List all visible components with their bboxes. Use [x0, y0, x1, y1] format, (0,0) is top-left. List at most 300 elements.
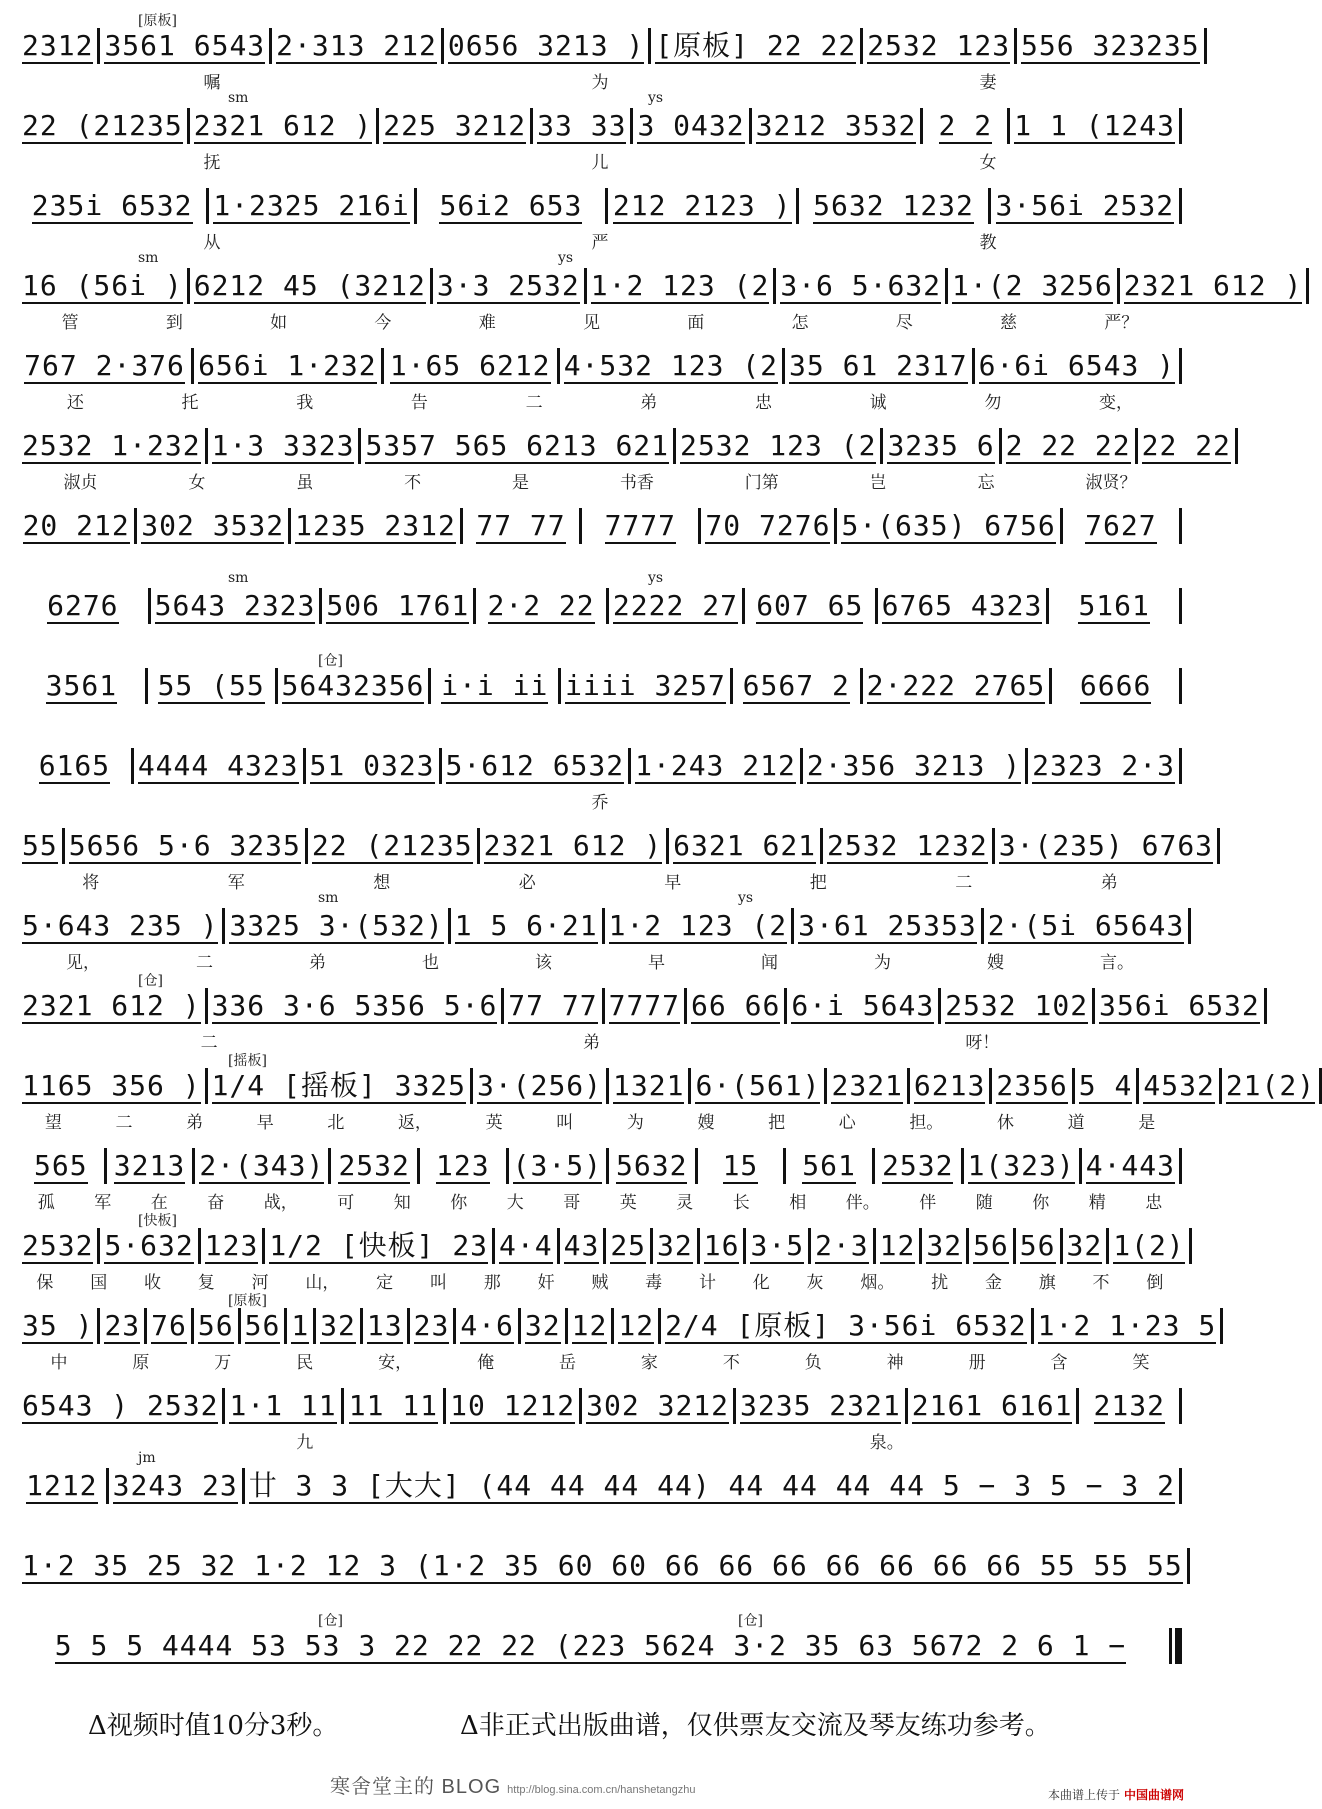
- lyric-word: 变，: [1099, 393, 1134, 413]
- measure: [701, 504, 834, 544]
- measure-notes: 3·(235) 6763: [998, 829, 1214, 862]
- measure: [1028, 744, 1179, 784]
- barline: [1179, 1468, 1182, 1504]
- barline: [1179, 668, 1182, 704]
- measure-notes: 3213: [113, 1149, 186, 1182]
- lyrics-line: [18, 1348, 1182, 1372]
- measure: [609, 1144, 695, 1184]
- measure-notes: 32: [524, 1309, 561, 1342]
- measure: [379, 104, 530, 144]
- lyric-word: 九: [296, 1433, 314, 1453]
- lyric-word: 英: [619, 1193, 637, 1213]
- lyrics-line: [18, 1668, 1182, 1692]
- lyrics-line: [18, 468, 1182, 492]
- lyric-word: 严？: [1104, 313, 1139, 333]
- measure: [201, 1224, 263, 1264]
- measure-notes: 556 323235: [1021, 29, 1200, 62]
- measure-notes: 356i 6532: [1099, 989, 1260, 1022]
- measure-notes: 302 3532: [141, 509, 285, 542]
- lyric-word: 如: [270, 313, 288, 333]
- lyric-word: 贼: [591, 1273, 609, 1293]
- lyric-word: 金: [984, 1273, 1002, 1293]
- lyrics-line: [18, 1588, 1182, 1612]
- lyric-word: 可: [337, 1193, 355, 1213]
- score-system: [18, 1534, 1182, 1618]
- measure: [1222, 1064, 1319, 1104]
- lyric-word: 定: [376, 1273, 394, 1293]
- measure: [1049, 584, 1179, 624]
- measure-notes: 5656 5·6 3235: [68, 829, 301, 862]
- measure: [922, 1224, 966, 1264]
- lyric-word: 相: [789, 1193, 807, 1213]
- measure: [669, 824, 820, 864]
- lyric-word: 册: [968, 1353, 986, 1373]
- measure-notes: 2·222 2765: [866, 669, 1046, 702]
- lyric-word: 河: [251, 1273, 269, 1293]
- measure: [420, 1144, 506, 1184]
- measure-notes: 1·1 11: [229, 1389, 337, 1422]
- lyric-word: 长: [732, 1193, 750, 1213]
- barline: [1264, 988, 1267, 1024]
- measure: [442, 744, 629, 784]
- measure-notes: 20 212: [22, 509, 130, 542]
- measure: [18, 744, 131, 784]
- measure-notes: 56i2 653: [439, 189, 583, 222]
- measure-notes: 3 0432: [637, 109, 745, 142]
- measure-notes: 22 (21235: [22, 109, 183, 142]
- lyric-word: 尽: [895, 313, 913, 333]
- measure: [883, 424, 998, 464]
- measure: [456, 1304, 518, 1344]
- measure: [504, 984, 601, 1024]
- lyrics-line: [18, 1428, 1182, 1452]
- upload-credit: [1048, 1786, 1184, 1803]
- lyric-word: 随: [975, 1193, 993, 1213]
- lyric-word: 家: [640, 1353, 658, 1373]
- lyric-word: 计: [698, 1273, 716, 1293]
- lyric-word: 也: [422, 953, 439, 973]
- lyric-word: 哥: [563, 1193, 581, 1213]
- lyrics-line: [18, 1188, 1182, 1212]
- measure-notes: 32: [320, 1309, 356, 1342]
- lyric-word: 为: [591, 73, 609, 93]
- lyric-word: 忠: [1145, 1193, 1163, 1213]
- notation-line: [18, 344, 1182, 384]
- disclaimer-note: Δ非正式出版曲谱，仅供票友交流及琴友练功参考。: [460, 1711, 1051, 1741]
- measure-notes: 2312: [22, 29, 94, 62]
- lyric-word: 安，: [378, 1353, 413, 1373]
- barline: [1179, 348, 1182, 384]
- measure: [190, 264, 430, 304]
- measure: [245, 1464, 1179, 1504]
- barline: [1187, 1548, 1190, 1584]
- measure: [969, 1224, 1013, 1264]
- lyric-word: 今: [374, 313, 392, 333]
- lyric-word: 门第: [744, 473, 779, 493]
- measure-notes: 7777: [604, 509, 676, 542]
- measure: [560, 1224, 604, 1264]
- performance-mark: sm: [228, 90, 249, 106]
- measure: [609, 584, 742, 624]
- credit-text: 本曲谱上传于: [1047, 1788, 1120, 1802]
- measure: [195, 1144, 328, 1184]
- measure: [975, 344, 1179, 384]
- lyric-word: 乔: [591, 793, 609, 813]
- notation-line: [18, 184, 1182, 224]
- measure-notes: 3235 2321: [740, 1389, 901, 1422]
- performance-mark: sm: [228, 570, 249, 586]
- measure-notes: (3·5): [512, 1149, 602, 1182]
- lyric-word: 大: [506, 1193, 524, 1213]
- measure-notes: 2 22 22: [1005, 429, 1131, 462]
- measure-notes: 2161 6161: [911, 1389, 1073, 1422]
- lyric-word: 山，: [305, 1273, 340, 1293]
- barline: [1179, 748, 1182, 784]
- lyric-word: 你: [450, 1193, 468, 1213]
- measure-notes: 77 77: [508, 989, 598, 1022]
- blog-url: http://blog.sina.com.cn/hanshetangzhu: [507, 1784, 696, 1796]
- measure: [1109, 1224, 1188, 1264]
- measure: [209, 184, 413, 224]
- measure: [18, 1624, 1163, 1664]
- measure: [698, 1144, 784, 1184]
- measure-notes: 2321 612 ): [1123, 269, 1303, 302]
- measure: [605, 904, 792, 944]
- lyric-word: 孤: [37, 1193, 55, 1213]
- measure: [1079, 1384, 1179, 1424]
- measure-notes: 23: [104, 1309, 141, 1342]
- measure: [18, 904, 222, 944]
- measure: [495, 1224, 557, 1264]
- measure-notes: 32: [1066, 1229, 1103, 1262]
- measure-notes: 56: [973, 1229, 1009, 1262]
- measure-notes: 561: [802, 1149, 856, 1182]
- measure: [291, 504, 460, 544]
- lyric-word: 严: [591, 233, 609, 253]
- lyric-word: 叫: [429, 1273, 447, 1293]
- measure: [1075, 1064, 1137, 1104]
- measure: [433, 264, 584, 304]
- lyric-word: 中: [50, 1353, 68, 1373]
- measure: [609, 1064, 688, 1104]
- measure-notes: 6212 45 (3212: [193, 269, 426, 302]
- lyric-word: 含: [1050, 1353, 1068, 1373]
- lyric-word: 是: [1138, 1113, 1156, 1133]
- measure-notes: 6213: [913, 1069, 986, 1102]
- score-system: [18, 734, 1182, 818]
- measure: [344, 1384, 444, 1424]
- measure-notes: 1235 2312: [295, 509, 456, 542]
- lyric-word: 呀！: [965, 1033, 1000, 1053]
- performance-mark: jm: [138, 1450, 156, 1466]
- measure-notes: 66 66: [691, 989, 781, 1022]
- measure: [691, 1064, 824, 1104]
- measure-notes: 3561 6543: [104, 29, 266, 62]
- measure-notes: 55 (55: [157, 669, 265, 702]
- measure: [18, 1544, 1187, 1584]
- lyric-word: 英: [485, 1113, 503, 1133]
- measure: [18, 664, 145, 704]
- measure-notes: 4·443: [1085, 1149, 1176, 1182]
- measure-notes: 2532: [882, 1149, 954, 1182]
- measure: [446, 1384, 579, 1424]
- measure: [18, 1464, 106, 1504]
- measure: [786, 1144, 872, 1184]
- measure-notes: 2·313 212: [276, 29, 437, 62]
- measure: [700, 1224, 744, 1264]
- lyric-word: 管: [61, 313, 79, 333]
- measure-notes: 2·3: [815, 1229, 869, 1262]
- measure-notes: 2222 27: [612, 589, 738, 622]
- measure: [614, 1304, 658, 1344]
- measure: [316, 1304, 360, 1344]
- measure-notes: 5357 565 6213 621: [365, 429, 670, 462]
- barline: [1188, 908, 1191, 944]
- lyric-word: 国: [90, 1273, 108, 1293]
- measure-notes: 1·(2 3256: [952, 269, 1113, 302]
- lyric-word: 伴: [919, 1193, 937, 1213]
- measure: [521, 1304, 565, 1344]
- measure-notes: 22 (21235: [311, 829, 473, 862]
- measure: [785, 344, 972, 384]
- measure-notes: 6666: [1079, 669, 1152, 702]
- measure: [190, 104, 377, 144]
- measure-notes: 2532 1·232: [22, 429, 201, 462]
- lyric-word: 见，: [66, 953, 100, 973]
- lyric-word: 慈: [1000, 313, 1018, 333]
- measure-notes: 6567 2: [742, 669, 850, 702]
- lyric-word: 教: [979, 233, 997, 253]
- lyric-word: 战，: [263, 1193, 298, 1213]
- measure: [410, 1304, 454, 1344]
- measure: [18, 504, 134, 544]
- lyric-word: 不: [1092, 1273, 1110, 1293]
- measure-notes: 3561: [45, 669, 118, 702]
- measure: [134, 744, 303, 784]
- measure: [148, 664, 275, 704]
- measure: [363, 1304, 407, 1344]
- measure: [608, 184, 796, 224]
- lyric-word: 灰: [806, 1273, 824, 1293]
- lyrics-line: [18, 68, 1182, 92]
- measure-notes: 2532: [22, 1229, 94, 1262]
- lyric-word: 泉。: [869, 1433, 904, 1453]
- measure-notes: 3·5: [750, 1229, 805, 1262]
- barline: [1179, 588, 1182, 624]
- measure: [582, 1384, 733, 1424]
- measure-notes: 7777: [608, 989, 681, 1022]
- measure: [18, 1064, 205, 1104]
- lyric-word: 难: [478, 313, 496, 333]
- measure: [941, 984, 1092, 1024]
- lyric-word: 把: [768, 1113, 786, 1133]
- lyric-word: 妻: [979, 73, 997, 93]
- measure: [278, 664, 429, 704]
- measure-notes: 16 (56i ): [22, 269, 183, 302]
- measure: [991, 184, 1179, 224]
- measure: [1052, 664, 1179, 704]
- measure: [633, 104, 748, 144]
- lyric-word: 在: [150, 1193, 168, 1213]
- lyric-word: 想: [373, 873, 391, 893]
- lyric-word: 神: [886, 1353, 904, 1373]
- measure: [18, 1384, 222, 1424]
- lyric-word: 告: [410, 393, 428, 413]
- score-system: [18, 494, 1182, 578]
- measure-notes: [原板] 22 22: [655, 29, 857, 62]
- measure-notes: 6·i 5643: [791, 989, 935, 1022]
- measure-notes: 22 22: [1141, 429, 1231, 462]
- measure: [272, 24, 441, 64]
- measure: [208, 1064, 470, 1104]
- lyric-word: 保: [36, 1273, 54, 1293]
- performance-mark: ys: [738, 890, 754, 906]
- lyric-word: 望: [44, 1113, 62, 1133]
- lyric-word: 女: [188, 473, 206, 493]
- measure-notes: 1212: [26, 1469, 98, 1502]
- measure: [992, 1064, 1071, 1104]
- lyrics-line: [18, 868, 1182, 892]
- measure: [1120, 264, 1307, 304]
- lyric-word: 书香: [619, 473, 654, 493]
- measure: [568, 1304, 612, 1344]
- lyric-word: 弟: [186, 1113, 204, 1133]
- lyric-word: 勿: [984, 393, 1002, 413]
- measure-notes: 2321 612 ): [193, 109, 373, 142]
- measure-notes: 70 7276: [705, 509, 831, 542]
- measure-notes: 2·356 3213 ): [806, 749, 1022, 782]
- lyric-word: 精: [1088, 1193, 1106, 1213]
- barline: [1179, 1148, 1182, 1184]
- measure-notes: 廿 3 3 [大大] (44 44 44 44) 44 44 44 44 5 − 3 5 − 3 2: [248, 1469, 1175, 1502]
- lyrics-line: [18, 228, 1182, 252]
- lyric-word: 二: [525, 393, 543, 413]
- score-system: [18, 814, 1214, 898]
- lyric-word: 面: [687, 313, 705, 333]
- lyric-word: 虽: [296, 473, 314, 493]
- duration-note: Δ视频时值10分3秒。: [88, 1711, 339, 1741]
- performance-mark: [摇板]: [228, 1053, 267, 1069]
- barline: [1179, 188, 1182, 224]
- lyric-word: 言。: [1100, 953, 1134, 973]
- lyric-word: 忠: [754, 393, 772, 413]
- measure-notes: 13: [366, 1309, 403, 1342]
- lyric-word: 将: [82, 873, 100, 893]
- score-system: [18, 334, 1182, 418]
- measure-notes: 12: [879, 1229, 916, 1262]
- measure: [306, 744, 439, 784]
- lyric-word: 奋: [207, 1193, 225, 1213]
- lyric-word: 灵: [676, 1193, 694, 1213]
- measure: [676, 424, 880, 464]
- score-system: [18, 1450, 1182, 1538]
- measure-notes: 2/4 [原板] 3·56i 6532: [665, 1309, 1027, 1342]
- measure-notes: 33 33: [537, 109, 627, 142]
- notation-line: [18, 504, 1182, 544]
- measure: [241, 1304, 285, 1344]
- measure-notes: 302 3212: [586, 1389, 730, 1422]
- measure: [225, 904, 447, 944]
- lyric-word: 把: [809, 873, 827, 893]
- lyric-word: 万: [214, 1353, 232, 1373]
- measure-notes: 6·(561): [695, 1069, 821, 1102]
- lyric-word: 担。: [909, 1113, 944, 1133]
- barline: [1306, 268, 1309, 304]
- measure: [18, 1144, 104, 1184]
- measure: [463, 504, 579, 544]
- measure-notes: 2·(5i 65643: [987, 909, 1185, 942]
- score-system: [18, 1134, 1182, 1218]
- lyrics-line: [18, 948, 1182, 972]
- measure: [794, 904, 981, 944]
- lyrics-line: [18, 788, 1182, 812]
- measure: [910, 1064, 989, 1104]
- measure: [18, 424, 205, 464]
- measure: [653, 1224, 697, 1264]
- performance-mark: [仓]: [738, 1613, 763, 1629]
- lyric-word: 北: [327, 1113, 345, 1133]
- measure-notes: 2·2 22: [487, 589, 595, 622]
- measure-notes: 5·643 235 ): [22, 909, 219, 942]
- lyric-word: 早: [256, 1113, 274, 1133]
- lyric-word: 抚: [203, 153, 221, 173]
- measure-notes: 5632 1232: [813, 189, 974, 222]
- lyric-word: 不: [722, 1353, 740, 1373]
- lyric-word: 道: [1067, 1113, 1085, 1133]
- measure-notes: 5 4: [1078, 1069, 1133, 1102]
- measure: [878, 584, 1047, 624]
- barline: [1179, 108, 1182, 144]
- measure: [194, 1304, 238, 1344]
- measure-notes: 12: [618, 1309, 655, 1342]
- measure-notes: 565: [34, 1149, 88, 1182]
- lyrics-line: [18, 1508, 1182, 1532]
- lyric-word: 淑贞: [63, 473, 98, 493]
- measure-notes: 656i 1·232: [198, 349, 377, 382]
- measure-notes: 1·65 6212: [389, 349, 551, 382]
- measure-notes: 5 5 5 4444 53 53 3 22 22 22 (223 5624 3·2 35 63 5672 2 6 1 −: [54, 1629, 1127, 1662]
- measure-notes: 51 0323: [309, 749, 435, 782]
- lyric-word: 怎: [791, 313, 809, 333]
- barline: [1204, 28, 1207, 64]
- lyric-word: 那: [483, 1273, 501, 1293]
- measure: [417, 184, 605, 224]
- lyric-word: 必: [518, 873, 536, 893]
- score-system: [18, 1614, 1182, 1698]
- measure-notes: 1·3 3323: [211, 429, 355, 462]
- measure: [100, 24, 269, 64]
- measure-notes: 32: [657, 1229, 693, 1262]
- measure-notes: 6·6i 6543 ): [978, 349, 1176, 382]
- measure-notes: 1(2): [1113, 1229, 1185, 1262]
- measure-notes: 5·632: [104, 1229, 194, 1262]
- performance-mark: ys: [648, 90, 664, 106]
- lyric-word: 原: [132, 1353, 150, 1373]
- measure-notes: 1 5 6·21: [454, 909, 598, 942]
- measure: [984, 904, 1188, 944]
- measure: [863, 664, 1050, 704]
- score-system: [18, 90, 1182, 178]
- lyric-word: 化: [752, 1273, 770, 1293]
- performance-mark: ys: [558, 250, 574, 266]
- lyric-word: 休: [996, 1113, 1014, 1133]
- measure: [1063, 1224, 1107, 1264]
- lyric-word: 扰: [931, 1273, 949, 1293]
- lyric-word: 弟: [1100, 873, 1118, 893]
- measure: [799, 184, 987, 224]
- measure: [151, 584, 320, 624]
- lyric-word: 民: [296, 1353, 314, 1373]
